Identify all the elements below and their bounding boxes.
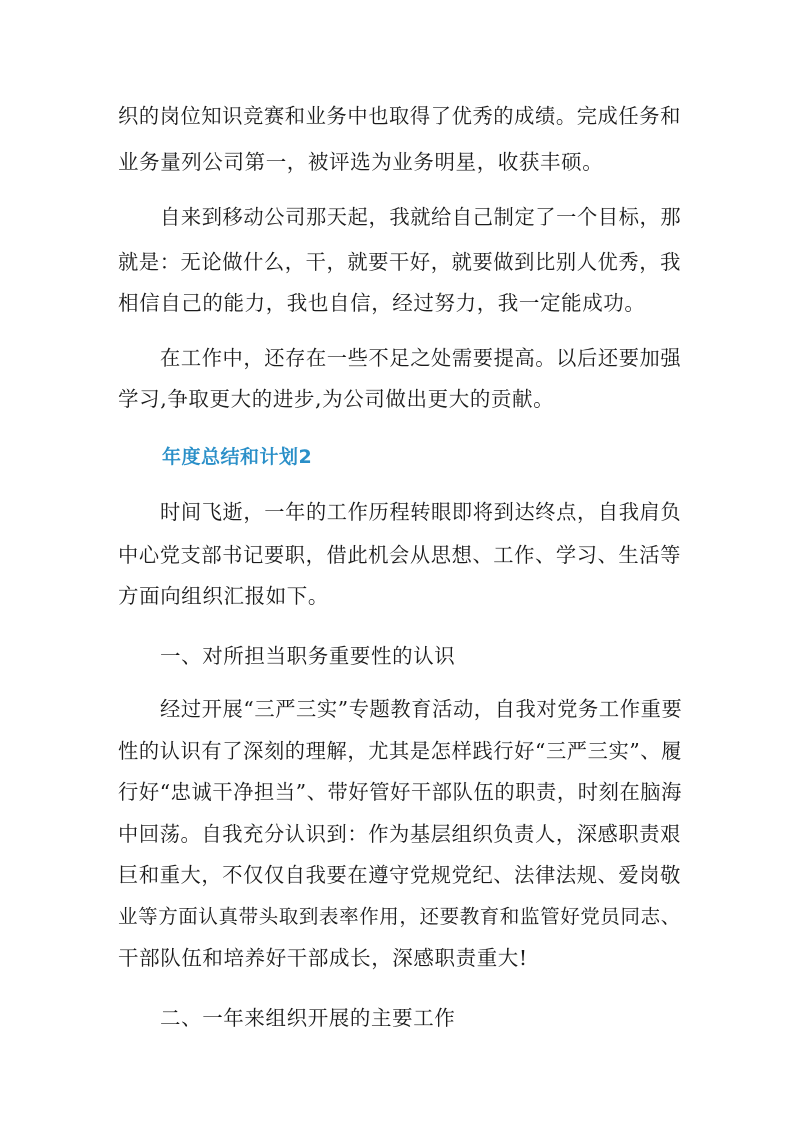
- paragraph-3-line-1: 在工作中，还存在一些不足之处需要提高。以后还要加强: [160, 346, 682, 370]
- section-1-title: 一、对所担当职务重要性的认识: [160, 644, 456, 668]
- paragraph-5-line-6: 业等方面认真带头取到表率作用，还要教育和监管好党员同志、: [118, 905, 681, 928]
- paragraph-5-line-5: 巨和重大，不仅仅自我要在遵守党规党纪、法律法规、爱岗敬: [118, 863, 681, 887]
- paragraph-1-line-1: 织的岗位知识竞赛和业务中也取得了优秀的成绩。完成任务和: [118, 104, 681, 128]
- paragraph-5-line-7: 干部队伍和培养好干部成长，深感职责重大!: [118, 946, 528, 970]
- paragraph-2-line-1: 自来到移动公司那天起，我就给自己制定了一个目标，那: [160, 205, 682, 229]
- section-2-title: 二、一年来组织开展的主要工作: [160, 1006, 456, 1030]
- paragraph-2-line-2: 就是：无论做什么，干，就要干好，就要做到比别人优秀，我: [118, 250, 681, 274]
- section-heading: 年度总结和计划2: [162, 446, 313, 468]
- paragraph-5-line-3: 行好“忠诚干净担当”、带好管好干部队伍的职责，时刻在脑海: [118, 780, 683, 804]
- paragraph-4-line-2: 中心党支部书记要职，借此机会从思想、工作、学习、生活等: [118, 543, 681, 567]
- paragraph-3-line-2: 学习,争取更大的进步,为公司做出更大的贡献。: [118, 387, 555, 411]
- paragraph-5-line-2: 性的认识有了深刻的理解，尤其是怎样践行好“三严三实”、履: [118, 739, 683, 763]
- paragraph-5-line-4: 中回荡。自我充分认识到：作为基层组织负责人，深感职责艰: [118, 822, 681, 846]
- paragraph-1-line-2: 业务量列公司第一，被评选为业务明星，收获丰硕。: [118, 150, 604, 174]
- paragraph-4-line-1: 时间飞逝，一年的工作历程转眼即将到达终点，自我肩负: [160, 500, 682, 524]
- paragraph-2-line-3: 相信自己的能力，我也自信，经过努力，我一定能成功。: [118, 291, 646, 315]
- paragraph-4-line-3: 方面向组织汇报如下。: [118, 584, 329, 608]
- paragraph-5-line-1: 经过开展“三严三实”专题教育活动，自我对党务工作重要: [160, 697, 683, 721]
